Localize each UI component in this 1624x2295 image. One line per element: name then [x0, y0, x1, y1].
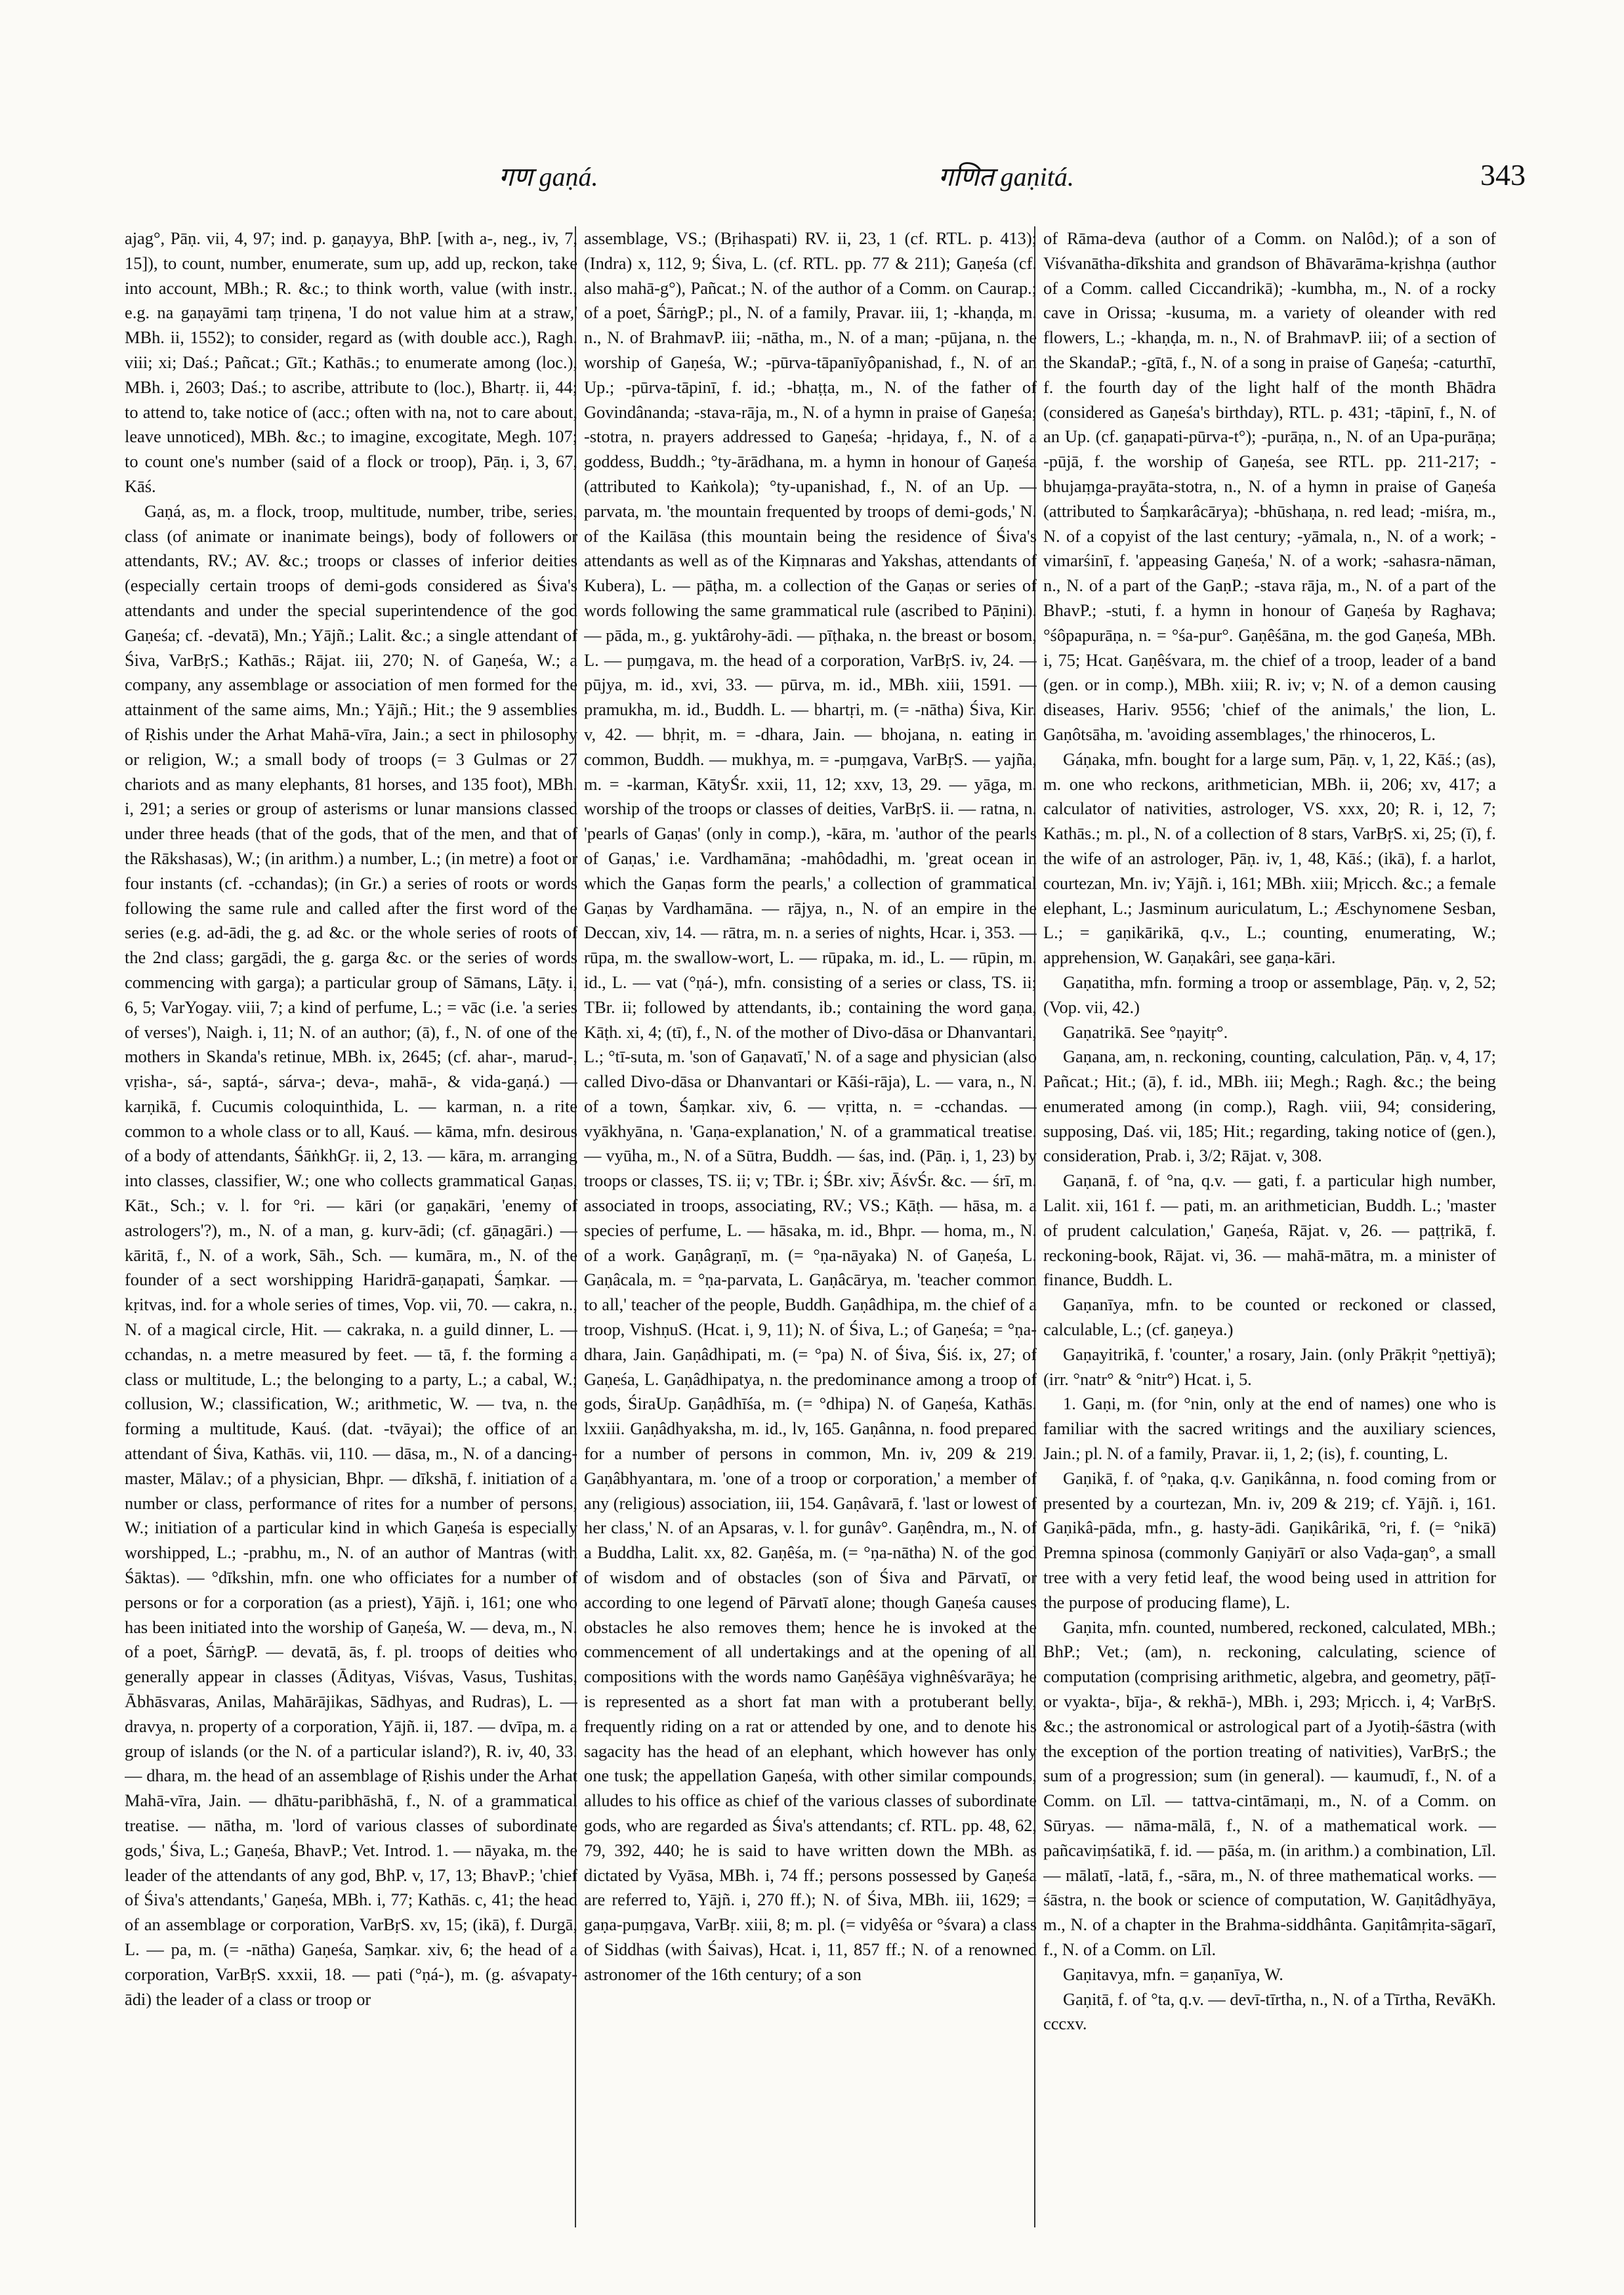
entry-paragraph: assemblage, VS.; (Bṛihaspati) RV. ii, 23, 1 (cf. RTL. p. 413); (Indra) x, 112, 9; Śiva, L. (cf. RTL. pp. 77 & 211); Gaṇeśa (cf. also mahā-g°), Pañcat.; N. of the author of a Comm. on Caurap.; of a poet, ŚārṅgP.; pl., N. of a family, Pravar. iii, 1; -khaṇḍa, m. n., N. of BrahmavP. iii; -nātha, m., N. of a man; -pūjana, n. the worship of Gaṇeśa, W.; -pūrva-tāpanīyôpanishad, f., N. of an Up.; -pūrva-tāpinī, f. id.; -bhaṭṭa, m., N. of the father of Govindânanda; -stava-rāja, m., N. of a hymn in praise of Gaṇeśa; -stotra, n. prayers addressed to Gaṇeśa; -hṛidaya, f., N. of a goddess, Buddh.; °ty-ārādhana, m. a hymn in honour of Gaṇeśa (attributed to Kaṅkola); °ty-upanishad, f., N. of an Up. — parvata, m. 'the mountain frequented by troops of demi-gods,' N. of the Kailāsa (this mountain being the residence of Śiva's attendants as well as of the Kiṃnaras and Yakshas, attendants of Kubera), L. — pāṭha, m. a collection of the Gaṇas or series of words following the same grammatical rule (ascribed to Pāṇini). — pāda, m., g. yuktârohy-ādi. — pīṭhaka, n. the breast or bosom, L. — puṃgava, m. the head of a corporation, VarBṛS. iv, 24. — pūjya, m. id., xvi, 33. — pūrva, m. id., MBh. xiii, 1591. — pramukha, m. id., Buddh. L. — bhartṛi, m. (= -nātha) Śiva, Kir. v, 42. — bhṛit, m. = -dhara, Jain. — bhojana, n. eating in common, Buddh. — mukhya, m. = -puṃgava, VarBṛS. — yajña, m. = -karman, KātyŚr. xxii, 11, 12; xxv, 13, 29. — yāga, m. worship of the troops or classes of deities, VarBṛS. ii. — ratna, n. 'pearls of Gaṇas' (only in comp.), -kāra, m. 'author of the pearls of Gaṇas,' i.e. Vardhamāna; -mahôdadhi, m. 'great ocean in which the Gaṇas form the pearls,' a collection of grammatical Gaṇas by Vardhamāna. — rājya, n., N. of an empire in the Deccan, xiv, 14. — rātra, m. n. a series of nights, Hcar. i, 353. — rūpa, m. the swallow-wort, L. — rūpaka, m. id., L. — rūpin, m. id., L. — vat (°ṇá-), mfn. consisting of a series or class, TS. ii; TBr. ii; followed by attendants, ib.; containing the word gaṇa, Kāṭh. xi, 4; (tī), f., N. of the mother of Divo-dāsa or Dhanvantari, L.; °tī-suta, m. 'son of Gaṇavatī,' N. of a sage and physician (also called Divo-dāsa or Dhanvantari or Kāśi-rāja), L. — vara, n., N. of a town, Śaṃkar. xiv, 6. — vṛitta, n. = -cchandas. — vyākhyāna, n. 'Gaṇa-explanation,' N. of a grammatical treatise. — vyūha, m., N. of a Sūtra, Buddh. — śas, ind. (Pāṇ. i, 1, 23) by troops or classes, TS. ii; v; TBr. i; ŚBr. xiv; ĀśvŚr. &c. — śrī, m. associated in troops, associating, RV.; VS.; Kāṭh. — hāsa, m. a species of perfume, L. — hāsaka, m. id., Bhpr. — homa, m., N. of a work. Gaṇâgraṇī, m. (= °ṇa-nāyaka) N. of Gaṇeśa, L. Gaṇâcala, m. = °ṇa-parvata, L. Gaṇâcārya, m. 'teacher common to all,' teacher of the people, Buddh. Gaṇâdhipa, m. the chief of a troop, VishṇuS. (Hcat. i, 9, 11); N. of Śiva, L.; of Gaṇeśa; = °ṇa-dhara, Jain. Gaṇâdhipati, m. (= °pa) N. of Śiva, Śiś. ix, 27; of Gaṇeśa, L. Gaṇâdhipatya, n. the predominance among a troop of gods, ŚiraUp. Gaṇâdhīśa, m. (= °dhipa) N. of Gaṇeśa, Kathās. lxxiii. Gaṇâdhyaksha, m. id., lv, 165. Gaṇânna, n. food prepared for a number of persons in common, Mn. iv, 209 & 219. Gaṇâbhyantara, m. 'one of a troop or corporation,' a member of any (religious) association, iii, 154. Gaṇâvarā, f. 'last or lowest of her class,' N. of an Apsaras, v. l. for gunâv°. Gaṇêndra, m., N. of a Buddha, Lalit. xx, 82. Gaṇêśa, m. (= °ṇa-nātha) N. of the god of wisdom and of obstacles (son of Śiva and Pārvatī, or according to one legend of Pārvatī alone; though Gaṇeśa causes obstacles he also removes them; hence he is invoked at the commencement of all undertakings and at the opening of all compositions with the words namo Gaṇêśāya vighnêśvarāya; he is represented as a short fat man with a protuberant belly, frequently riding on a rat or attended by one, and to denote his sagacity has the head of an elephant, which however has only one tusk; the appellation Gaṇeśa, with other similar compounds, alludes to his office as chief of the various classes of subordinate gods, who are regarded as Śiva's attendants; cf. RTL. pp. 48, 62, 79, 392, 440; he is said to have written down the MBh. as dictated by Vyāsa, MBh. i, 74 ff.; persons possessed by Gaṇeśa are referred to, Yājñ. i, 270 ff.); N. of Śiva, MBh. iii, 1629; = gaṇa-puṃgava, VarBṛ. xiii, 8; m. pl. (= vidyêśa or °śvara) a class of Siddhas (with Śaivas), Hcat. i, 11, 857 ff.; N. of a renowned astronomer of the 16th century; of a son	[584, 228, 1037, 1984]
entry-paragraph: Gáṇaka, mfn. bought for a large sum, Pāṇ. v, 1, 22, Kāś.; (as), m. one who reckons, arithmetician, MBh. ii, 206; xv, 417; a calculator of nativities, astrologer, VS. xxx, 20; R. i, 12, 7; Kathās.; m. pl., N. of a collection of 8 stars, VarBṛS. xi, 25; (ī), f. the wife of an astrologer, Pāṇ. iv, 1, 48, Kāś.; (ikā), f. a harlot, courtezan, Mn. iv; Yājñ. i, 161; MBh. xiii; Mṛicch. &c.; a female elephant, L.; Jasminum auriculatum, L.; Æschynomene Sesban, L.; = gaṇikārikā, q.v., L.; counting, enumerating, W.; apprehension, W. Gaṇakâri, see gaṇa-kāri.	[1043, 749, 1496, 968]
entry-paragraph: Gaṇayitrikā, f. 'counter,' a rosary, Jain. (only Prākṛit °ṇettiyā); (irr. °natr° & °nitr°) Hcat. i, 5.	[1043, 1344, 1496, 1389]
right-running-head: गणित gaṇitá.	[938, 162, 1074, 192]
entry-paragraph: Gaṇatrikā. See °ṇayitṛ°.	[1063, 1022, 1228, 1042]
entry-paragraph: Gaṇikā, f. of °ṇaka, q.v. Gaṇikânna, n. food coming from or presented by a courtezan, Mn. iv, 209 & 219; cf. Yājñ. i, 161. Gaṇikâ-pāda, mfn., g. hasty-ādi. Gaṇikârikā, °ri, f. (= °nikā) Premna spinosa (commonly Gaṇiyārī or also Vaḍa-gaṇ°, a small tree with a very fetid leaf, the wood being used in attrition for the purpose of producing flame), L.	[1043, 1468, 1496, 1612]
entry-paragraph: Gaṇitavya, mfn. = gaṇanīya, W.	[1063, 1964, 1283, 1984]
column-1	[125, 226, 577, 2234]
column-2	[584, 226, 1037, 2234]
column-3	[1043, 226, 1496, 2234]
page-header	[0, 157, 1624, 203]
entry-paragraph: 1. Gaṇi, m. (for °nin, only at the end of names) one who is familiar with the sacred writings and the auxiliary sciences, Jain.; pl. N. of a family, Pravar. ii, 1, 2; (is), f. counting, L.	[1043, 1394, 1496, 1464]
entry-paragraph: Gaṇatitha, mfn. forming a troop or assemblage, Pāṇ. v, 2, 52; (Vop. vii, 42.)	[1043, 972, 1496, 1017]
entry-paragraph: Gaṇitā, f. of °ta, q.v. — devī-tīrtha, n., N. of a Tīrtha, RevāKh. cccxv.	[1043, 1989, 1496, 2034]
entry-paragraph: Gaṇita, mfn. counted, numbered, reckoned, calculated, MBh.; BhP.; Vet.; (am), n. reckoning, calculating, science of computation (comprising arithmetic, algebra, and geometry, pāṭī- or vyakta-, bīja-, & rekhā-), MBh. i, 293; Mṛicch. i, 4; VarBṛS. &c.; the astronomical or astrological part of a Jyotiḥ-śāstra (with the exception of the portion treating of nativities), VarBṛS.; the sum of a progression; sum (in general). — kaumudī, f., N. of a Comm. on Līl. — tattva-cintāmaṇi, m., N. of a Comm. on Sūryas. — nāma-mālā, f., N. of a mathematical work. — pañcaviṃśatikā, f. id. — pāśa, m. (in arithm.) a combination, Līl. — mālatī, -latā, f., -sāra, m., N. of three mathematical works. — śāstra, n. the book or science of computation, W. Gaṇitâdhyāya, m., N. of a chapter in the Brahma-siddhânta. Gaṇitâmṛita-sāgarī, f., N. of a Comm. on Līl.	[1043, 1617, 1496, 1959]
entry-paragraph: Gaṇá, as, m. a flock, troop, multitude, number, tribe, series, class (of animate or inanimate beings), body of followers or attendants, RV.; AV. &c.; troops or classes of inferior deities (especially certain troops of demi-gods considered as Śiva's attendants and under the special superintendence of the god Gaṇeśa; cf. -devatā), Mn.; Yājñ.; Lalit. &c.; a single attendant of Śiva, VarBṛS.; Kathās.; Rājat. iii, 270; N. of Gaṇeśa, W.; a company, any assemblage or association of men formed for the attainment of the same aims, Mn.; Yājñ.; Hit.; the 9 assemblies of Ṛishis under the Arhat Mahā-vīra, Jain.; a sect in philosophy or religion, W.; a small body of troops (= 3 Gulmas or 27 chariots and as many elephants, 81 horses, and 135 foot), MBh. i, 291; a series or group of asterisms or lunar mansions classed under three heads (that of the gods, that of the men, and that of the Rākshasas), W.; (in arithm.) a number, L.; (in metre) a foot or four instants (cf. -cchandas); (in Gr.) a series of roots or words following the same rule and called after the first word of the series (e.g. ad-ādi, the g. ad &c. or the whole series of roots of the 2nd class; gargādi, the g. garga &c. or the series of words commencing with garga); a particular group of Sāmans, Lāṭy. i, 6, 5; VarYogay. viii, 7; a kind of perfume, L.; = vāc (i.e. 'a series of verses'), Naigh. i, 11; N. of an author; (ā), f., N. of one of the mothers in Skanda's retinue, MBh. ix, 2645; (cf. ahar-, marud-, vṛisha-, sá-, saptá-, sárva-; deva-, mahā-, & vida-gaṇá.) — karṇikā, f. Cucumis coloquinthida, L. — karman, n. a rite common to a whole class or to all, Kauś. — kāma, mfn. desirous of a body of attendants, ŚāṅkhGṛ. ii, 2, 13. — kāra, m. arranging into classes, classifier, W.; one who collects grammatical Gaṇas, Kāt., Sch.; v. l. for °ri. — kāri (or gaṇakāri, 'enemy of astrologers'?), m., N. of a man, g. kurv-ādi; (cf. gāṇagāri.) — kāritā, f., N. of a work, Sāh., Sch. — kumāra, m., N. of the founder of a sect worshipping Haridrā-gaṇapati, Śaṃkar. — kṛitvas, ind. for a whole series of times, Vop. vii, 70. — cakra, n., N. of a magical circle, Hit. — cakraka, n. a guild dinner, L. — cchandas, n. a metre measured by feet. — tā, f. the forming a class or multitude, L.; the belonging to a party, L.; a cabal, W.; collusion, W.; classification, W.; arithmetic, W. — tva, n. the forming a multitude, Kauś. (dat. -tvāyai); the office of an attendant of Śiva, Kathās. vii, 110. — dāsa, m., N. of a dancing-master, Mālav.; of a physician, Bhpr. — dīkshā, f. initiation of a number or class, performance of rites for a number of persons, W.; initiation of a particular kind in which Gaṇeśa is especially worshipped, L.; -prabhu, m., N. of an author of Mantras (with Śāktas). — °dīkshin, mfn. one who officiates for a number of persons or for a corporation (as a priest), Yājñ. i, 161; one who has been initiated into the worship of Gaṇeśa, W. — deva, m., N. of a poet, ŚārṅgP. — devatā, ās, f. pl. troops of deities who generally appear in classes (Ādityas, Viśvas, Vasus, Tushitas, Ābhāsvaras, Anilas, Mahārājikas, Sādhyas, and Rudras), L. — dravya, n. property of a corporation, Yājñ. ii, 187. — dvīpa, m. a group of islands (or the N. of a particular island?), R. iv, 40, 33. — dhara, m. the head of an assemblage of Ṛishis under the Arhat Mahā-vīra, Jain. — dhātu-paribhāshā, f., N. of a grammatical treatise. — nātha, m. 'lord of various classes of subordinate gods,' Śiva, L.; Gaṇeśa, BhavP.; Vet. Introd. 1. — nāyaka, m. the leader of the attendants of any god, BhP. v, 17, 13; BhavP.; 'chief of Śiva's attendants,' Gaṇeśa, MBh. i, 77; Kathās. c, 41; the head of an assemblage or corporation, VarBṛS. xv, 15; (ikā), f. Durgā, L. — pa, m. (= -nātha) Gaṇeśa, Saṃkar. xiv, 6; the head of a corporation, VarBṛS. xxxii, 18. — pati (°ṇá-), m. (g. aśvapaty-ādi) the leader of a class or troop or	[125, 501, 577, 2009]
page-number: 343	[1480, 158, 1526, 192]
entry-paragraph: of Rāma-deva (author of a Comm. on Nalôd.); of a son of Viśvanātha-dīkshita and grandson of Bhāvarāma-kṛishṇa (author of a Comm. called Ciccandrikā); -kumbha, m., N. of a rocky cave in Orissa; -kusuma, m. a variety of oleander with red flowers, L.; -khaṇḍa, m. n., N. of BrahmavP. iii; of a section of the SkandaP.; -gītā, f., N. of a song in praise of Gaṇeśa; -caturthī, f. the fourth day of the light half of the month Bhādra (considered as Gaṇeśa's birthday), RTL. p. 431; -tāpinī, f., N. of an Up. (cf. gaṇapati-pūrva-t°); -purāṇa, n., N. of an Upa-purāṇa; -pūjā, f. the worship of Gaṇeśa, see RTL. pp. 211-217; -bhujaṃga-prayāta-stotra, n., N. of a hymn in praise of Gaṇeśa (attributed to Śaṃkarâcārya); -bhūshaṇa, n. red lead; -miśra, m., N. of a copyist of the last century; -yāmala, n., N. of a work; -vimarśinī, f. 'appeasing Gaṇeśa,' N. of a work; -sahasra-nāman, n., N. of a part of the GaṇP.; -stava rāja, m., N. of a part of the BhavP.; -stuti, f. a hymn in honour of Gaṇeśa by Raghava; °śôpapurāṇa, n. = °śa-pur°. Gaṇêśāna, m. the god Gaṇeśa, MBh. i, 75; Hcat. Gaṇêśvara, m. the chief of a troop, leader of a band (gen. or in comp.), MBh. xiii; R. iv; v; N. of a demon causing diseases, Hariv. 9556; 'chief of the animals,' the lion, L. Gaṇôtsāha, m. 'avoiding assemblages,' the rhinoceros, L.	[1043, 228, 1496, 744]
left-running-head: गण gaṇá.	[499, 162, 598, 192]
entry-paragraph: Gaṇanīya, mfn. to be counted or reckoned or classed, calculable, L.; (cf. gaṇeya.)	[1043, 1294, 1496, 1340]
entry-paragraph: ajag°, Pāṇ. vii, 4, 97; ind. p. gaṇayya, BhP. [with a-, neg., iv, 7, 15]), to count, number, enumerate, sum up, add up, reckon, take into account, MBh.; R. &c.; to think worth, value (with instr., e.g. na gaṇayāmi taṃ tṛiṇena, 'I do not value him at a straw,' MBh. ii, 1552); to consider, regard as (with double acc.), Ragh. viii; xi; Daś.; Pañcat.; Gīt.; Kathās.; to enumerate among (loc.), MBh. i, 2603; Daś.; to ascribe, attribute to (loc.), Bhartṛ. ii, 44; to attend to, take notice of (acc.; often with na, not to care about, leave unnoticed), MBh. &c.; to imagine, excogitate, Megh. 107; to count one's number (said of a flock or troop), Pāṇ. i, 3, 67, Kāś.	[125, 228, 577, 496]
entry-paragraph: Gaṇana, am, n. reckoning, counting, calculation, Pāṇ. v, 4, 17; Pañcat.; Hit.; (ā), f. id., MBh. iii; Megh.; Ragh. &c.; the being enumerated among (in comp.), Ragh. viii, 94; considering, supposing, Daś. vii, 185; Hit.; regarding, taking notice of (gen.), consideration, Prab. i, 3/2; Rājat. v, 308.	[1043, 1046, 1496, 1166]
entry-paragraph: Gaṇanā, f. of °na, q.v. — gati, f. a particular high number, Lalit. xii, 161 f. — pati, m. an arithmetician, Buddh. L.; 'master of prudent calculation,' Gaṇeśa, Rājat. v, 26. — paṭṭrikā, f. reckoning-book, Rājat. vi, 36. — mahā-mātra, m. a minister of finance, Buddh. L.	[1043, 1170, 1496, 1290]
